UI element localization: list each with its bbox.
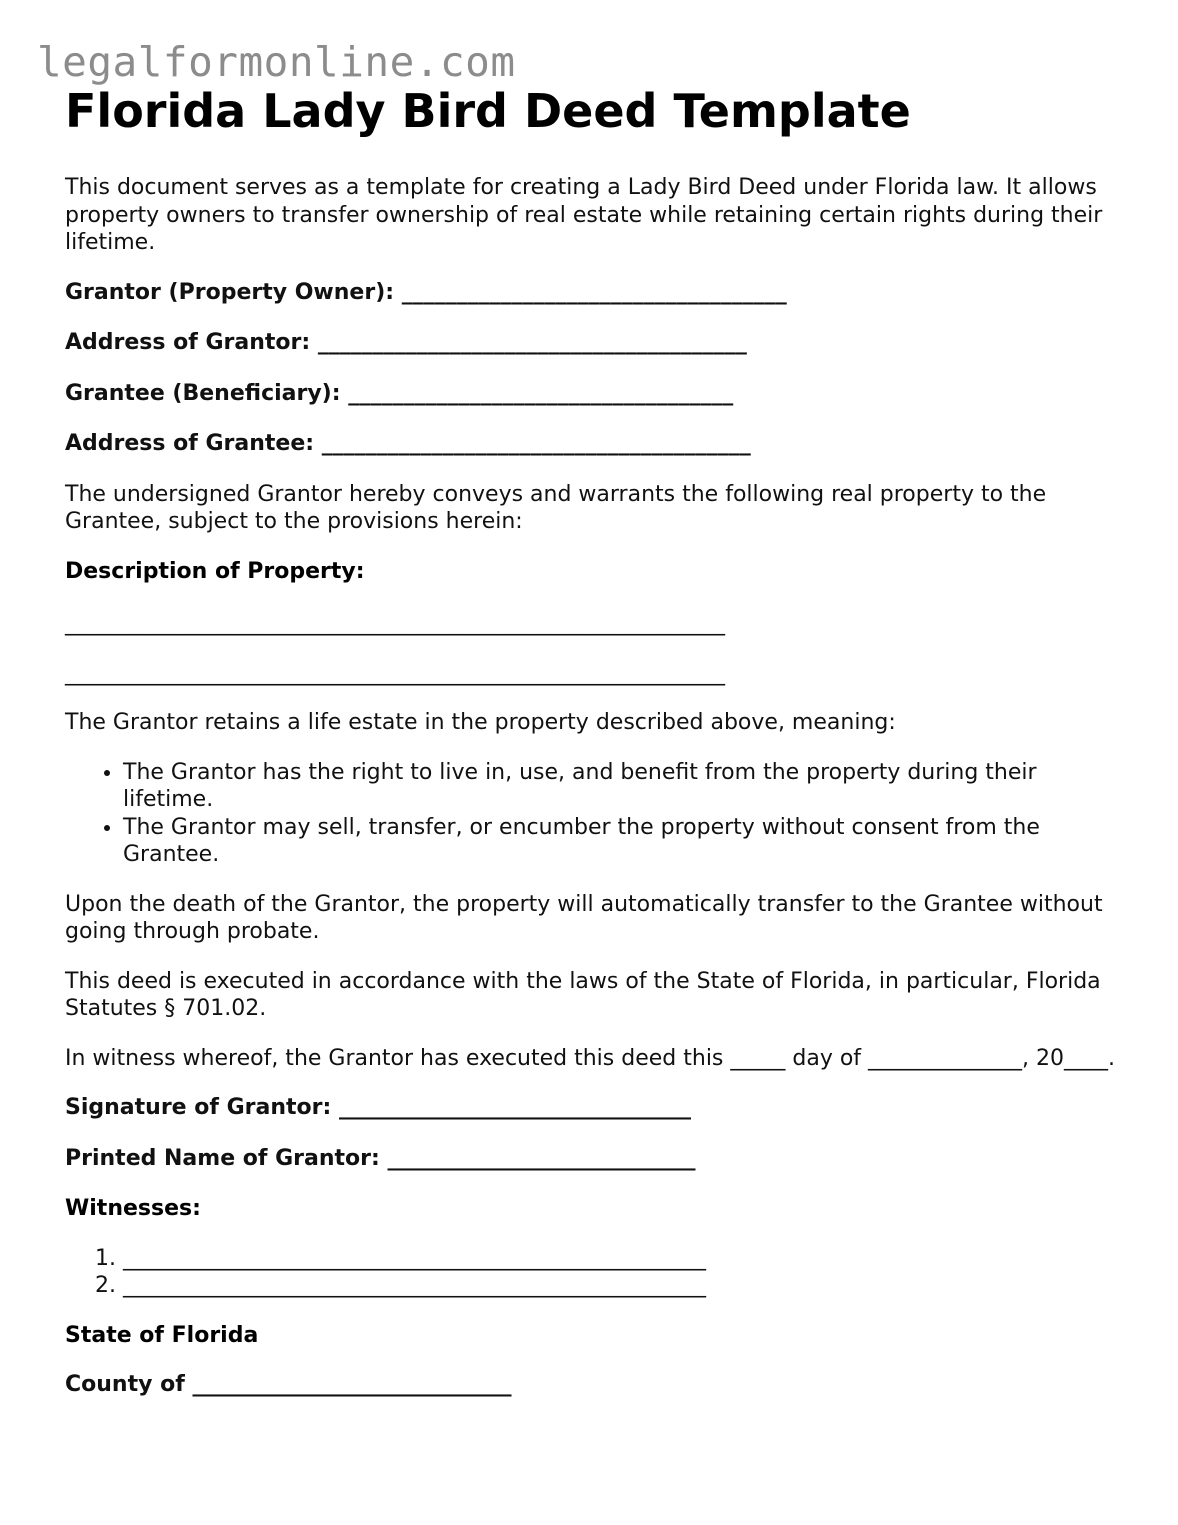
county-field: County of _____________________________ — [65, 1372, 512, 1397]
witness-clause: In witness whereof, the Grantor has executed this deed this _____ day of ______________, 20____. — [65, 1045, 1116, 1071]
intro-paragraph: This document serves as a template for creating a Lady Bird Deed under Florida law. It allows property owners to transfer ownership of real estate while retaining certain rights during their lifetime. — [65, 175, 1103, 255]
life-estate-list — [65, 759, 1125, 869]
state-label: State of Florida — [65, 1322, 259, 1348]
grantee-field: Grantee (Beneficiary): ___________________________________ — [65, 380, 734, 406]
watermark: legalformonline.com — [37, 38, 516, 86]
printed-name-field: Printed Name of Grantor: ____________________________ — [65, 1145, 696, 1171]
grantor-address-field: Address of Grantor: _______________________________________ — [65, 330, 747, 355]
list-item: 2. _____________________________________________________ — [123, 1272, 1125, 1300]
description-label: Description of Property: — [65, 558, 365, 584]
list-item: 1. _____________________________________________________ — [123, 1245, 1125, 1273]
description-line-2: ____________________________________________________________ — [65, 660, 725, 686]
document-title: Florida Lady Bird Deed Template — [65, 84, 911, 138]
grantor-field: Grantor (Property Owner): ___________________________________ — [65, 279, 787, 305]
witness-list — [65, 1245, 1125, 1300]
description-line-1: ____________________________________________________________ — [65, 611, 725, 636]
list-item: • The Grantor may sell, transfer, or encumber the property without consent from the Grantee. — [123, 814, 1125, 869]
document-body — [65, 82, 1125, 1422]
grantee-address-field: Address of Grantee: _______________________________________ — [65, 431, 751, 456]
law-clause: This deed is executed in accordance with the laws of the State of Florida, in particular, Florida Statutes § 701.02. — [65, 968, 1101, 1021]
death-clause: Upon the death of the Grantor, the property will automatically transfer to the Grantee without going through probate. — [65, 891, 1103, 944]
conveyance-paragraph: The undersigned Grantor hereby conveys and warrants the following real property to the Grantee, subject to the provisions herein: — [65, 481, 1047, 534]
signature-field: Signature of Grantor: ________________________________ — [65, 1095, 691, 1120]
life-estate-intro: The Grantor retains a life estate in the property described above, meaning: — [65, 710, 896, 735]
witnesses-label: Witnesses: — [65, 1196, 201, 1221]
list-item: • The Grantor has the right to live in, use, and benefit from the property during their lifetime. — [123, 759, 1125, 814]
